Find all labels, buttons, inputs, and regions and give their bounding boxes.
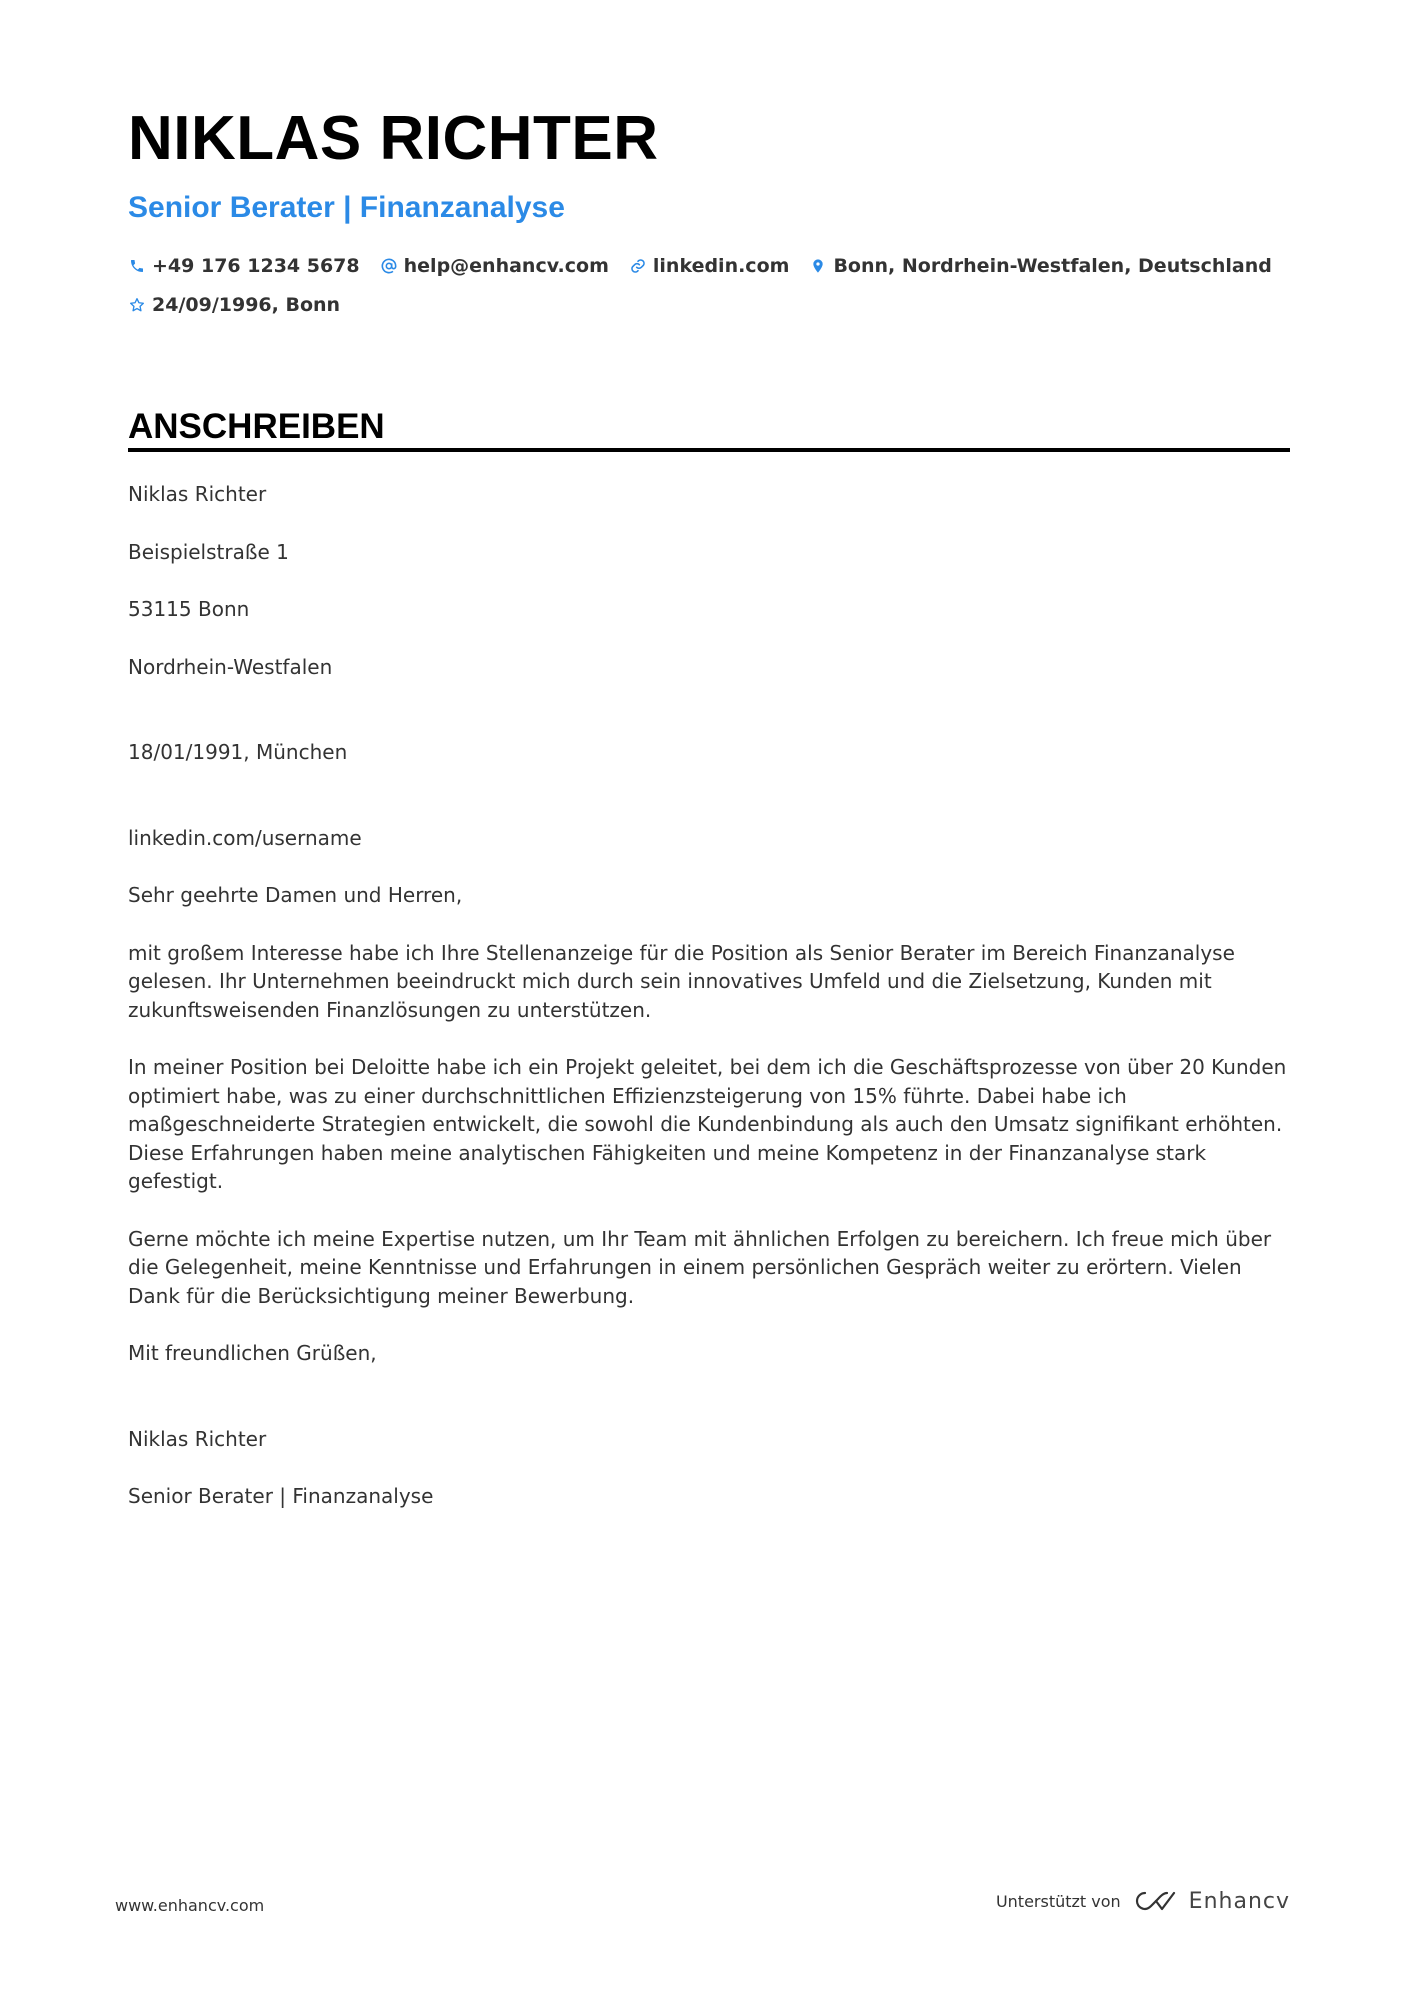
map-pin-icon — [809, 257, 827, 275]
enhancv-logo-icon — [1133, 1888, 1179, 1914]
sender-state: Nordrhein-Westfalen — [128, 654, 333, 679]
link-icon — [629, 257, 647, 275]
sender-city: 53115 Bonn — [128, 597, 250, 621]
candidate-title: Senior Berater | Finanzanalyse — [128, 191, 565, 224]
section-title: ANSCHREIBEN — [128, 407, 385, 446]
sender-street: Beispielstraße 1 — [128, 539, 289, 564]
paragraph-experience: In meiner Position bei Deloitte habe ich ein Projekt geleitet, bei dem ich die Geschäftsprozesse von über 20 Kunden optimiert habe, was zu einer durchschnittlichen Effizienzsteigerung von 15% führte. Dabei habe ich maßgeschneiderte Strategien entwickelt, die sowohl die Kundenbindung als auch den Umsatz signifikant erhöhten. Diese Erfahrungen haben meine analytischen Fähigkeiten und meine Kompetenz in der Finanzanalyse stark gefestigt. — [128, 1055, 1287, 1193]
contact-row-secondary — [128, 294, 360, 316]
contact-birth-text: 24/09/1996, Bonn — [152, 294, 341, 316]
salutation: Sehr geehrte Damen und Herren, — [128, 883, 463, 907]
contact-email-text[interactable]: help@enhancv.com — [403, 255, 609, 277]
contact-location-text: Bonn, Nordrhein-Westfalen, Deutschland — [833, 255, 1272, 277]
at-sign-icon — [380, 257, 398, 275]
candidate-name: NIKLAS RICHTER — [128, 104, 659, 173]
contact-link[interactable] — [629, 255, 790, 277]
contact-location — [809, 255, 1271, 277]
letter-body — [128, 480, 1288, 1511]
phone-icon — [128, 257, 146, 275]
letter-date: 18/01/1991, München — [128, 740, 348, 764]
footer-branding[interactable] — [996, 1888, 1290, 1914]
sender-name: Niklas Richter — [128, 482, 267, 506]
footer-website[interactable]: www.enhancv.com — [115, 1896, 265, 1915]
contact-row-primary — [128, 255, 1292, 277]
contact-link-text[interactable]: linkedin.com — [652, 255, 790, 277]
section-divider — [128, 448, 1290, 452]
star-icon — [128, 296, 146, 314]
closing-phrase: Mit freundlichen Grüßen, — [128, 1341, 377, 1365]
contact-email[interactable] — [380, 255, 609, 277]
profile-link[interactable]: linkedin.com/username — [128, 825, 362, 850]
contact-phone — [128, 255, 360, 277]
signature-name: Niklas Richter — [128, 1426, 267, 1451]
signature-title: Senior Berater | Finanzanalyse — [128, 1484, 434, 1508]
contact-phone-text: +49 176 1234 5678 — [152, 255, 360, 277]
powered-by-label: Unterstützt von — [995, 1891, 1121, 1911]
paragraph-intro: mit großem Interesse habe ich Ihre Stellenanzeige für die Position als Senior Berater im Bereich Finanzanalyse gelesen. Ihr Unternehmen beeindruckt mich durch sein innovatives Umfeld und die Zielsetzung, Kunden mit zukunftsweisenden Finanzlösungen zu unterstützen. — [128, 940, 1235, 1022]
brand-name: Enhancv — [1188, 1888, 1290, 1914]
contact-birth — [128, 294, 340, 316]
paragraph-closing: Gerne möchte ich meine Expertise nutzen, um Ihr Team mit ähnlichen Erfolgen zu bereichern. Ich freue mich über die Gelegenheit, meine Kenntnisse und Erfahrungen in einem persönlichen Gespräch weiter zu erörtern. Vielen Dank für die Berücksichtigung meiner Bewerbung. — [128, 1226, 1272, 1308]
